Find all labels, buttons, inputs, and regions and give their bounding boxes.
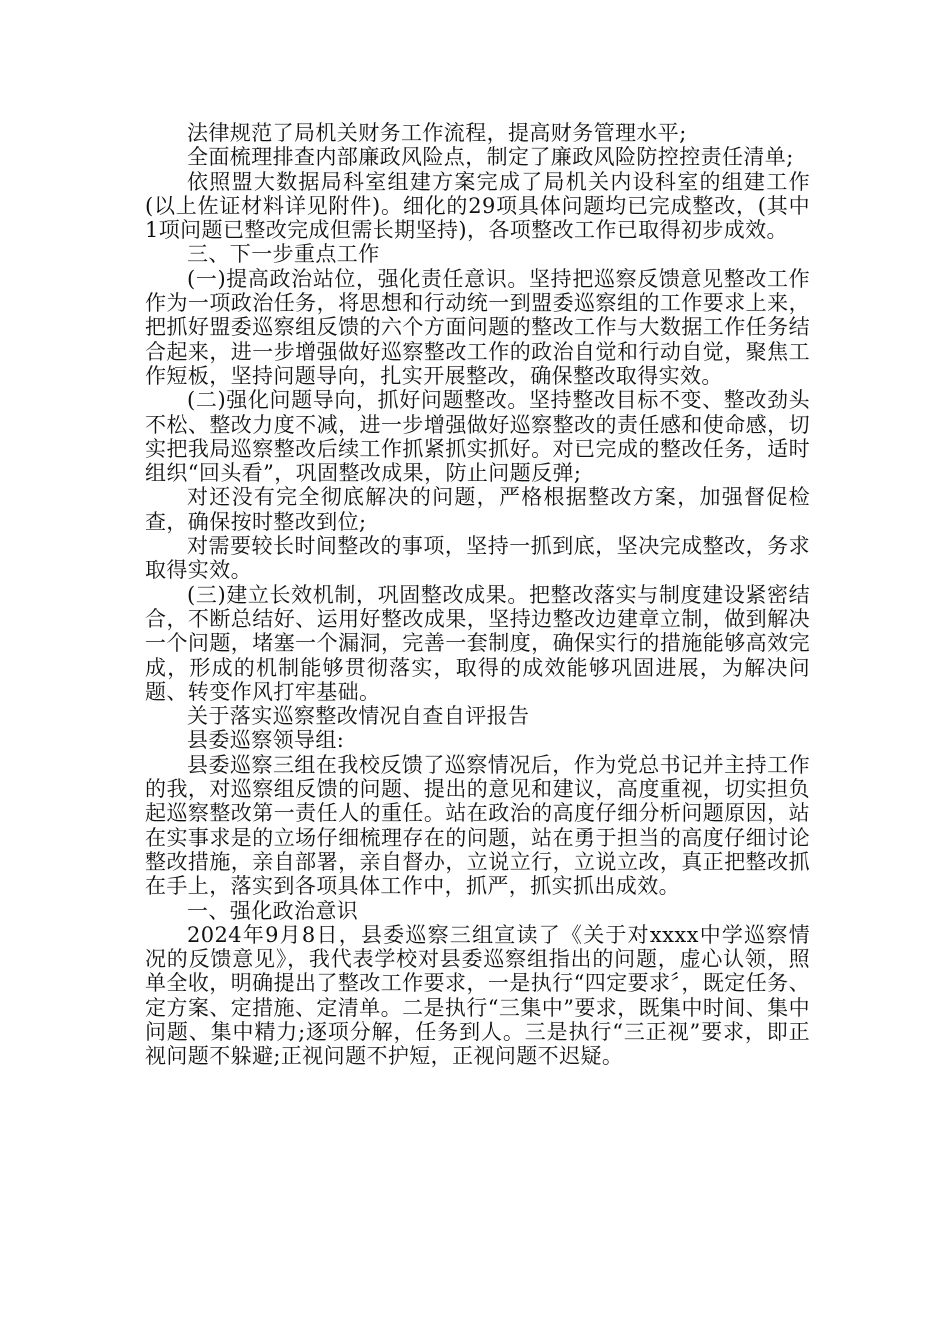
section-heading: 三、下一步重点工作 [187, 242, 380, 267]
paragraph: 依照盟大数据局科室组建方案完成了局机关内设科室的组建工作(以上佐证材料详见附件)。细化的29项具体问题均已完成整改，(其中1项问题已整改完成但需长期坚持)，各项整改工作已取得初步成效。 [145, 169, 810, 243]
paragraph: (二)强化问题导向，抓好问题整改。坚持整改目标不变、整改劲头不松、整改力度不减，进一步增强做好巡察整改的责任感和使命感，切实把我局巡察整改后续工作抓紧抓实抓好。对已完成的整改任务，适时组织“回头看”，巩固整改成果，防止问题反弹; [145, 388, 810, 486]
paragraph: 对还没有完全彻底解决的问题，严格根据整改方案，加强督促检查，确保按时整改到位; [145, 485, 810, 534]
paragraph: (一)提高政治站位，强化责任意识。坚持把巡察反馈意见整改工作作为一项政治任务，将思想和行动统一到盟委巡察组的工作要求上来，把抓好盟委巡察组反馈的六个方面问题的整改工作与大数据工作任务结合起来，进一步增强做好巡察整改工作的政治自觉和行动自觉，聚焦工作短板，坚持问题导向，扎实开展整改，确保整改取得实效。 [145, 266, 810, 388]
paragraph: 对需要较长时间整改的事项，坚持一抓到底，坚决完成整改，务求取得实效。 [145, 534, 810, 583]
paragraph: 县委巡察三组在我校反馈了巡察情况后，作为党总书记并主持工作的我，对巡察组反馈的问题、提出的意见和建议，高度重视，切实担负起巡察整改第一责任人的重任。站在政治的高度仔细分析问题原因，站在实事求是的立场仔细梳理存在的问题，站在勇于担当的高度仔细讨论整改措施，亲自部署，亲自督办，立说立行，立说立改，真正把整改抓在手上，落实到各项具体工作中，抓严，抓实抓出成效。 [145, 752, 810, 899]
document-body [145, 121, 810, 1069]
report-title: 关于落实巡察整改情况自查自评报告 [187, 704, 530, 729]
paragraph: (三)建立长效机制，巩固整改成果。把整改落实与制度建设紧密结合，不断总结好、运用好整改成果，坚持边整改边建章立制，做到解决一个问题，堵塞一个漏洞，完善一套制度，确保实行的措施能够高效完成，形成的机制能够贯彻落实，取得的成效能够巩固进展，为解决问题、转变作风打牢基础。 [145, 582, 810, 704]
section-heading: 一、强化政治意识 [187, 898, 359, 923]
salutation: 县委巡察领导组: [187, 728, 345, 753]
paragraph: 全面梳理排查内部廉政风险点，制定了廉政风险防控控责任清单; [187, 145, 794, 170]
paragraph: 法律规范了局机关财务工作流程，提高财务管理水平; [187, 121, 687, 145]
paragraph: 2024年9月8日，县委巡察三组宣读了《关于对xxxx中学巡察情况的反馈意见》，我代表学校对县委巡察组指出的问题，虚心认领，照单全收，明确提出了整改工作要求，一是执行“四定要求〞，既定任务、定方案、定措施、定清单。二是执行“三集中”要求，既集中时间、集中问题、集中精力;逐项分解，任务到人。三是执行“三正视”要求，即正视问题不躲避;正视问题不护短，正视问题不迟疑。 [145, 922, 810, 1069]
